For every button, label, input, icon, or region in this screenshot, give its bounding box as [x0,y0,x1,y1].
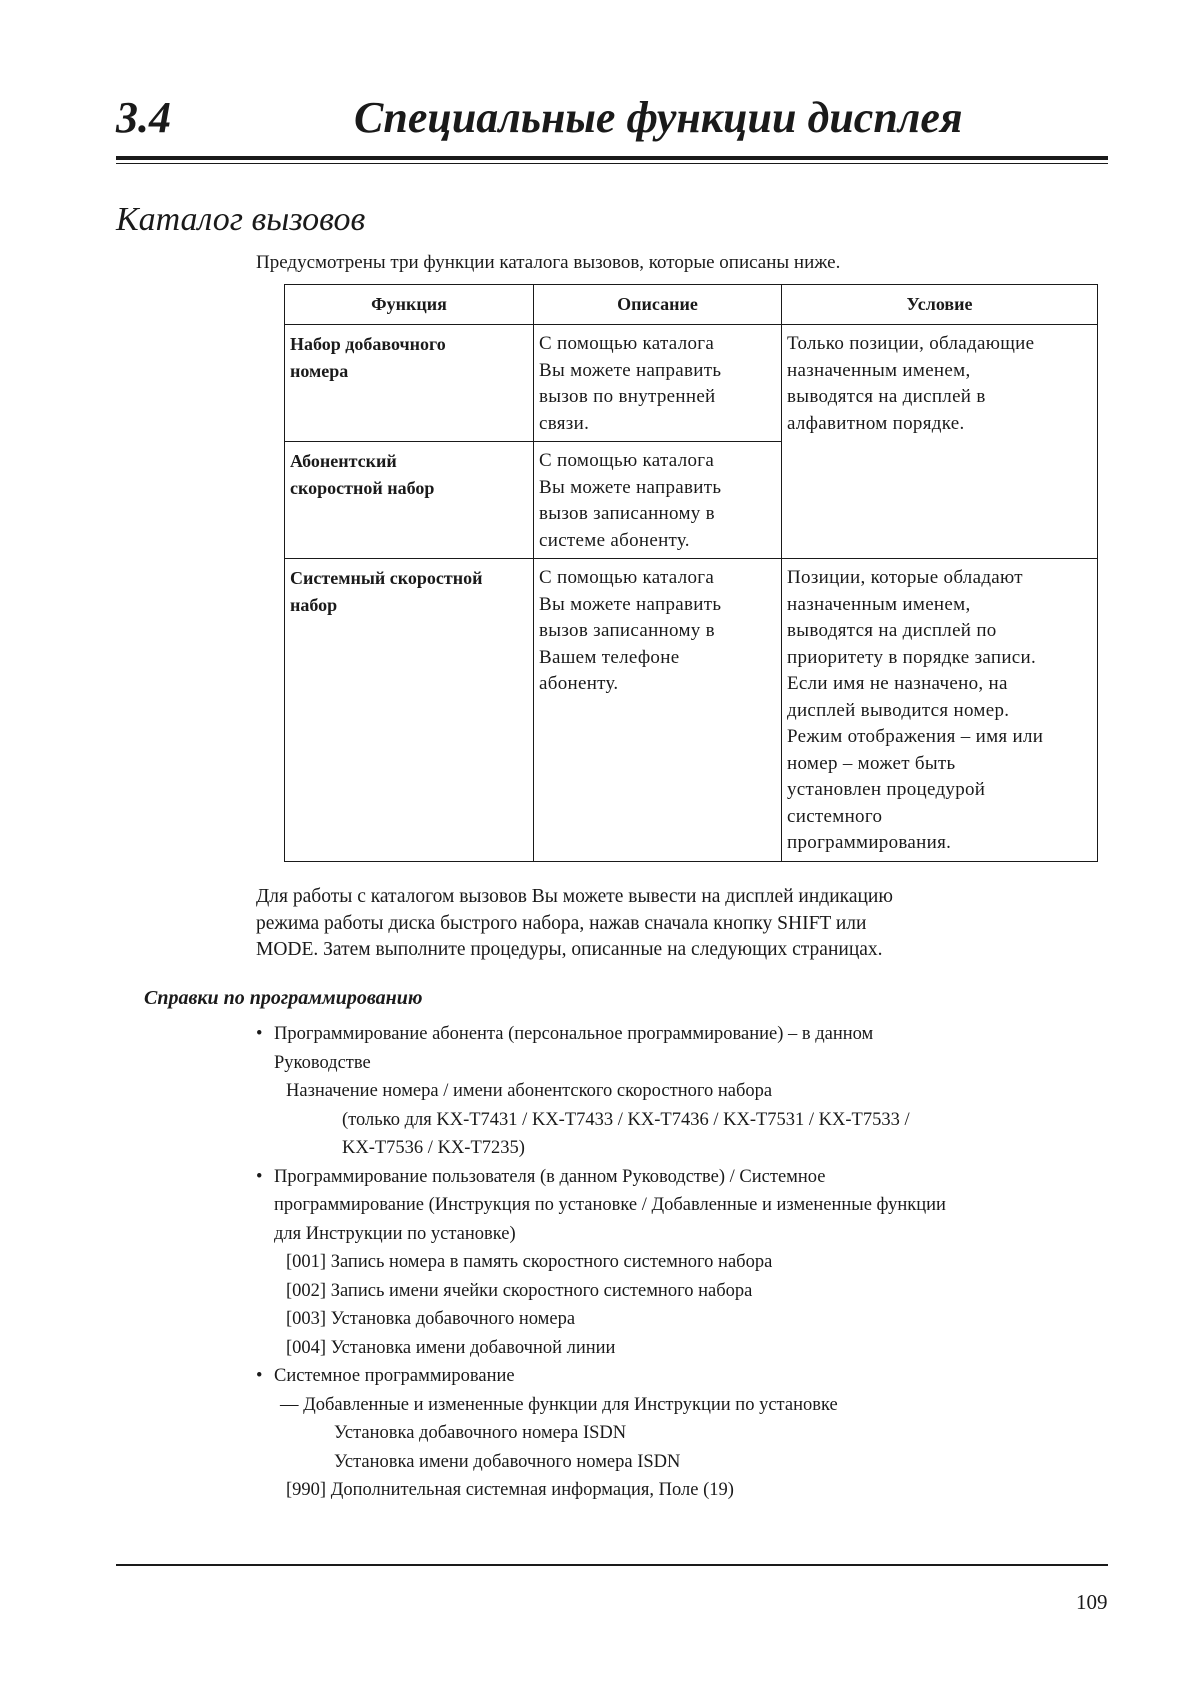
note-paragraph: Для работы с каталогом вызовов Вы можете вывести на дисплей индикацию режима работы диска быстрого набора, нажав сначала кнопку SHIFT или MODE. Затем выполните процедуры, описанные на следующих страницах. [256,886,893,960]
bullet-icon: • [256,1166,263,1187]
table-header-row [285,285,1098,325]
section-number: 3.4 [116,93,171,142]
list-item: [004] Установка имени добавочной линии [286,1337,616,1358]
list-item: Руководстве [274,1052,371,1073]
list-item: программирование (Инструкция по установке / Добавленные и измененные функции [274,1195,946,1215]
functions-table [284,284,1098,862]
page-number: 109 [1076,1590,1108,1614]
table-row [285,559,1098,862]
condition-cell: Позиции, которые обладают назначенным именем, выводятся на дисплей по приоритету в порядке записи. Если имя не назначено, на дисплей выводится номер. Режим отображения – имя или номер – может быть установлен процедурой системного программирования. [782,559,1098,862]
list-item: [003] Установка добавочного номера [286,1309,576,1329]
list-item: KX-T7536 / KX-T7235) [342,1138,525,1158]
list-item: [002] Запись имени ячейки скоростного системного набора [286,1280,753,1301]
header-rule-thin [116,163,1108,164]
list-item: • Системное программирование [0,1362,1190,1391]
list-item: Установка имени добавочного номера ISDN [334,1451,681,1472]
description-cell: С помощью каталога Вы можете направить вызов по внутренней связи. [534,325,782,442]
function-cell: Абонентский скоростной набор [285,442,534,559]
list-item: [001] Запись номера в память скоростного системного набора [286,1252,773,1272]
list-item: [990] Дополнительная системная информация, Поле (19) [286,1480,734,1500]
header-description: Описание [534,285,782,325]
list-item: • Программирование абонента (персональное программирование) – в данном [0,1020,1190,1049]
list-item: • Программирование пользователя (в данном Руководстве) / Системное [0,1163,1190,1192]
header-rule-thick [116,156,1108,160]
description-cell: С помощью каталога Вы можете направить вызов записанному в системе абоненту. [534,442,782,559]
description-cell: С помощью каталога Вы можете направить вызов записанному в Вашем телефоне абоненту. [534,559,782,862]
bullet-icon: • [256,1366,263,1386]
references-heading: Справки по программированию [144,987,423,1009]
list-item: Назначение номера / имени абонентского скоростного набора [286,1081,773,1101]
subsection-title: Каталог вызовов [116,201,366,238]
bullet-icon: • [256,1024,263,1044]
condition-cell: Только позиции, обладающие назначенным именем, выводятся на дисплей в алфавитном порядке. [782,325,1098,559]
function-cell: Системный скоростной набор [285,559,534,862]
list-item: (только для KX-T7431 / KX-T7433 / KX-T7436 / KX-T7531 / KX-T7533 / [342,1109,910,1130]
table-row [285,325,1098,442]
list-item: Установка добавочного номера ISDN [334,1423,627,1443]
list-item: — Добавленные и измененные функции для Инструкции по установке [280,1394,838,1415]
function-cell: Набор добавочного номера [285,325,534,442]
list-item: для Инструкции по установке) [274,1223,516,1244]
intro-text: Предусмотрены три функции каталога вызовов, которые описаны ниже. [256,252,841,273]
header-condition: Условие [782,285,1098,325]
footer-rule [116,1564,1108,1566]
section-title: Специальные функции дисплея [354,93,963,142]
header-function: Функция [285,285,534,325]
references-list [0,1020,1190,1505]
